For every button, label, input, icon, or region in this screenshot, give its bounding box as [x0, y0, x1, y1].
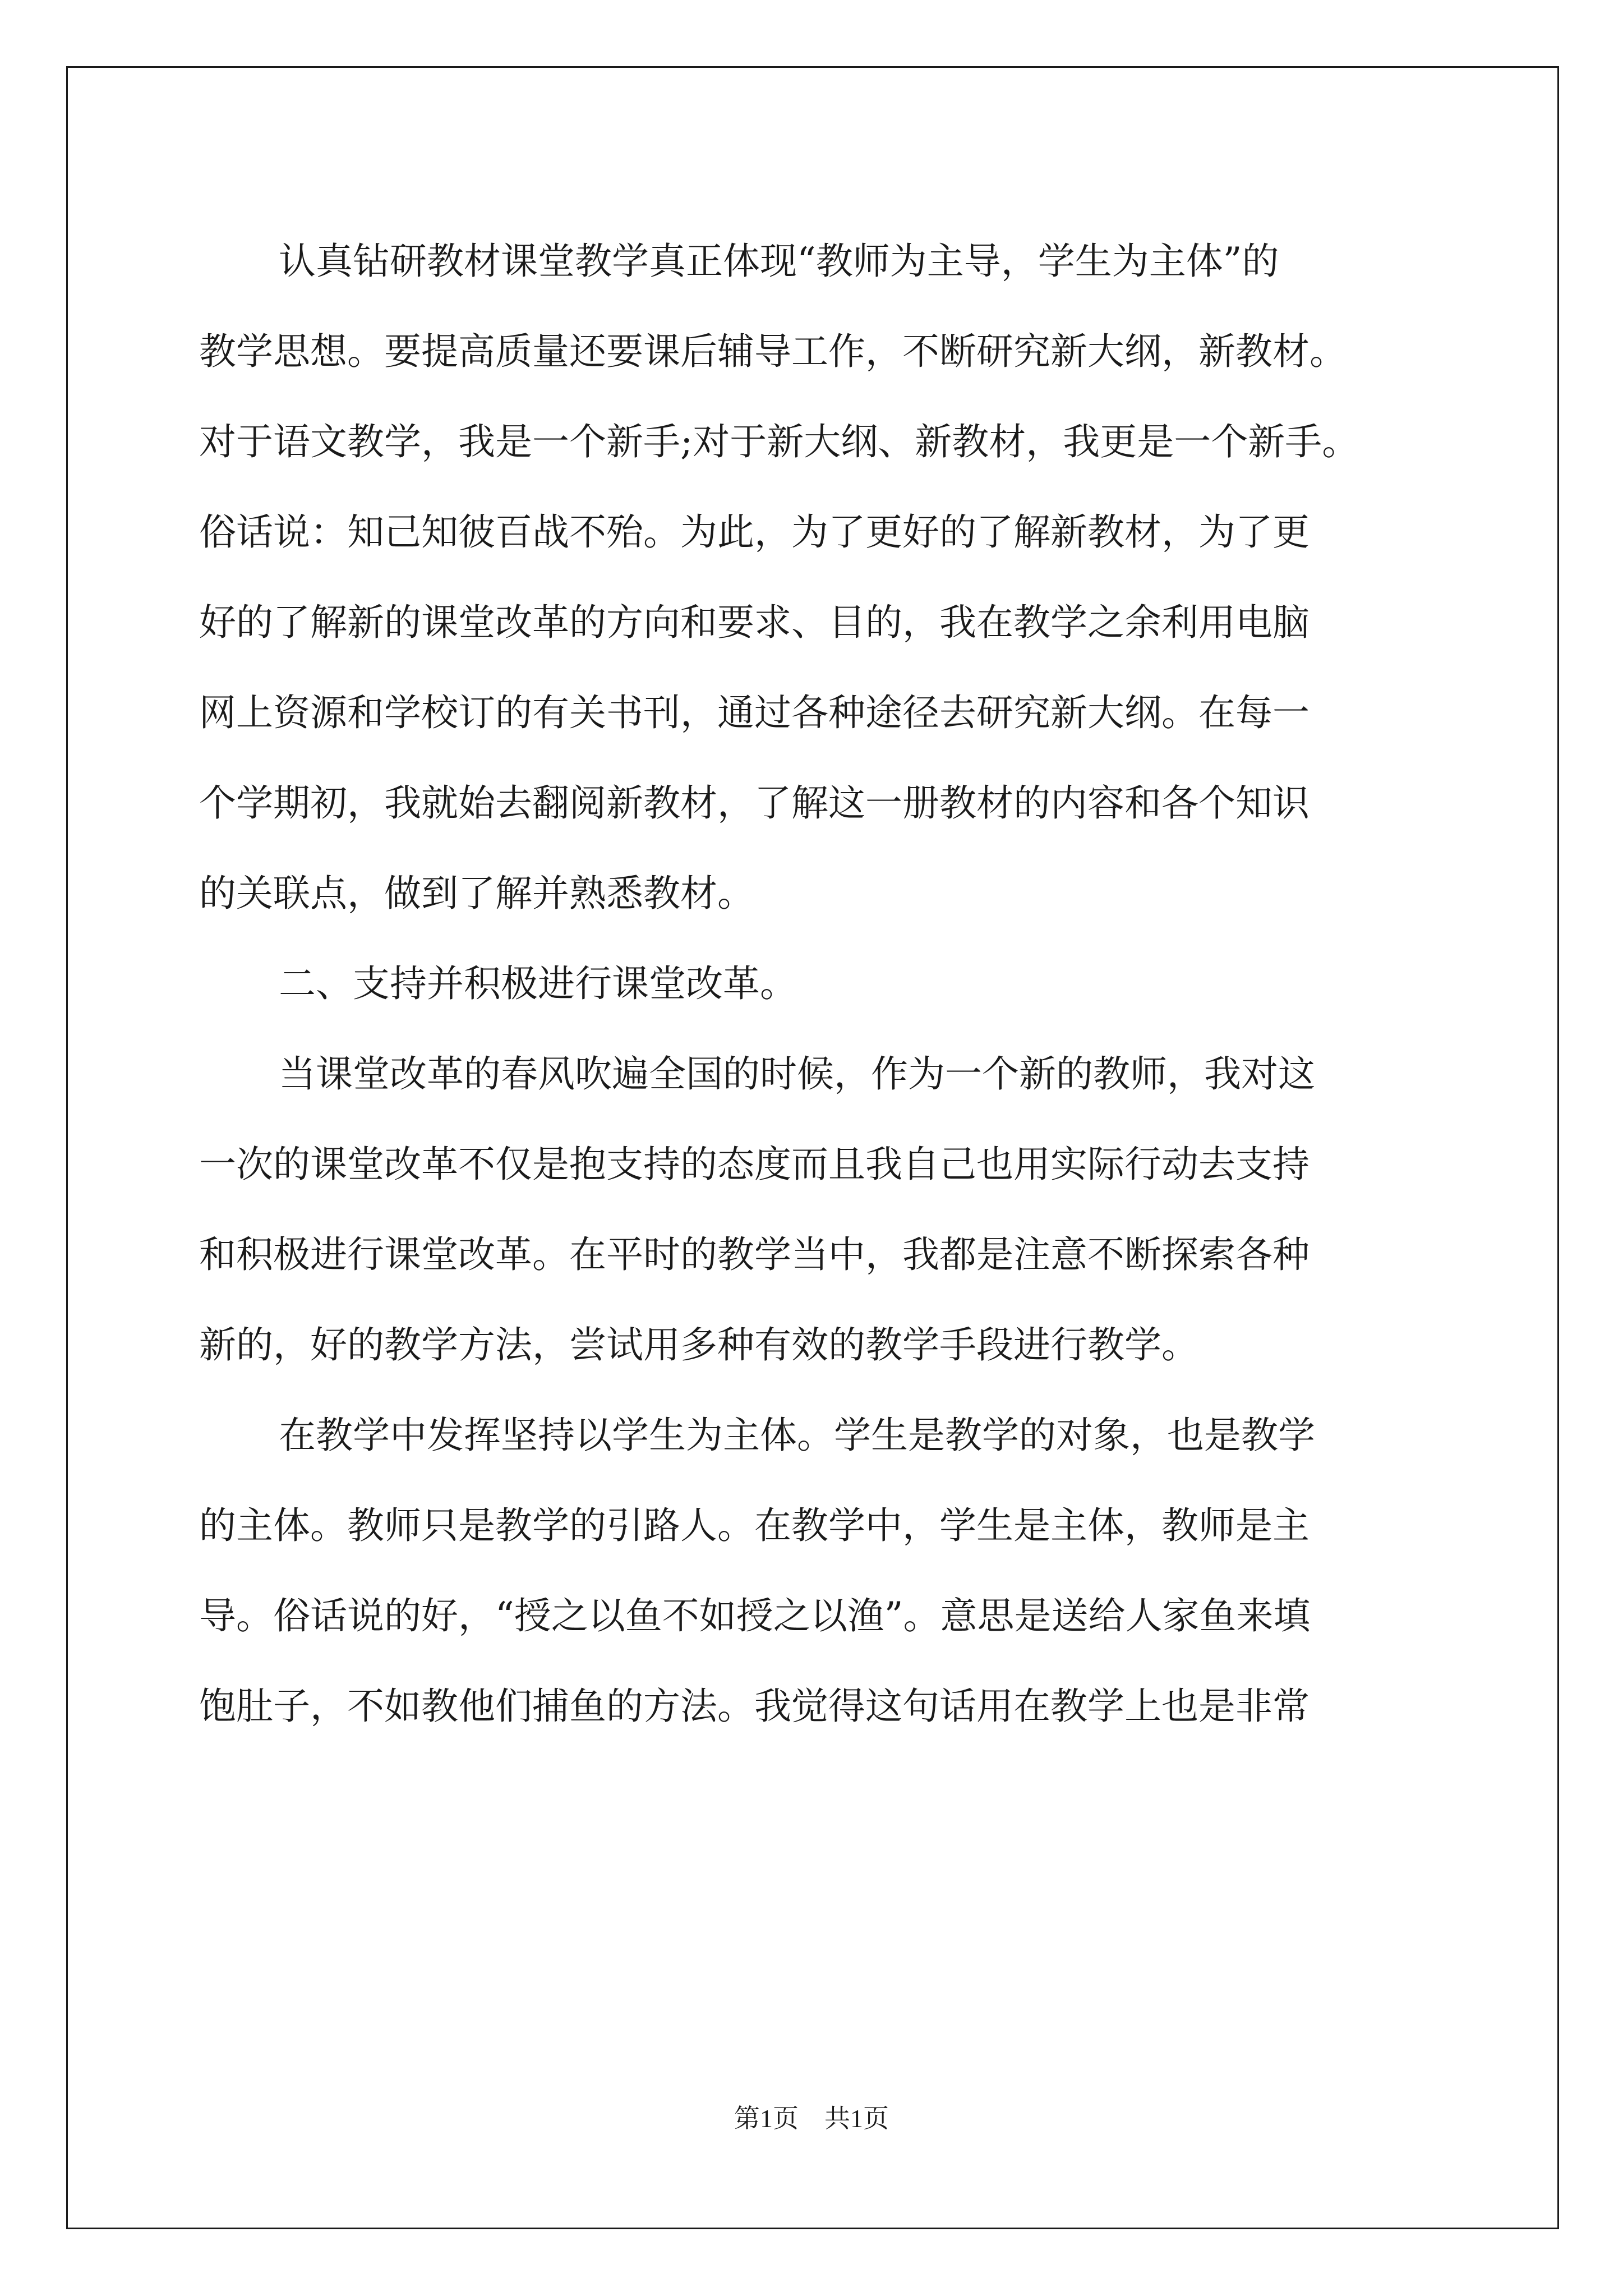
document-body — [199, 216, 1430, 1751]
text-line: 导。俗话说的好，“授之以鱼不如授之以渔”。意思是送给人家鱼来填 — [199, 1594, 1311, 1637]
text-line: 的主体。教师只是教学的引路人。在教学中，学生是主体，教师是主 — [199, 1504, 1310, 1547]
text-line: 和积极进行课堂改革。在平时的教学当中，我都是注意不断探索各种 — [199, 1233, 1310, 1276]
text-line: 的关联点，做到了解并熟悉教材。 — [199, 872, 754, 915]
section-heading: 二、支持并积极进行课堂改革。 — [279, 962, 797, 1005]
text-line: 好的了解新的课堂改革的方向和要求、目的，我在教学之余利用电脑 — [199, 601, 1310, 644]
text-line: 在教学中发挥坚持以学生为主体。学生是教学的对象，也是教学 — [279, 1414, 1315, 1457]
text-line: 新的，好的教学方法，尝试用多种有效的教学手段进行教学。 — [199, 1323, 1198, 1366]
text-line: 认真钻研教材课堂教学真正体现“教师为主导，学生为主体”的 — [279, 240, 1279, 283]
text-line: 一次的课堂改革不仅是抱支持的态度而且我自己也用实际行动去支持 — [199, 1143, 1310, 1186]
page-footer — [0, 2098, 1623, 2135]
text-line: 个学期初，我就始去翻阅新教材，了解这一册教材的内容和各个知识 — [199, 781, 1310, 825]
text-line: 教学思想。要提高质量还要课后辅导工作，不断研究新大纲，新教材。 — [199, 330, 1347, 373]
text-line: 当课堂改革的春风吹遍全国的时候，作为一个新的教师，我对这 — [279, 1052, 1315, 1096]
page-number: 第1页 — [734, 2104, 799, 2133]
text-line: 对于语文教学，我是一个新手;对于新大纲、新教材，我更是一个新手。 — [199, 420, 1359, 463]
text-line: 饱肚子，不如教他们捕鱼的方法。我觉得这句话用在教学上也是非常 — [199, 1685, 1310, 1728]
page-total: 共1页 — [824, 2104, 889, 2133]
text-line: 网上资源和学校订的有关书刊，通过各种途径去研究新大纲。在每一 — [199, 691, 1310, 734]
text-line: 俗话说：知己知彼百战不殆。为此，为了更好的了解新教材，为了更 — [199, 510, 1310, 554]
